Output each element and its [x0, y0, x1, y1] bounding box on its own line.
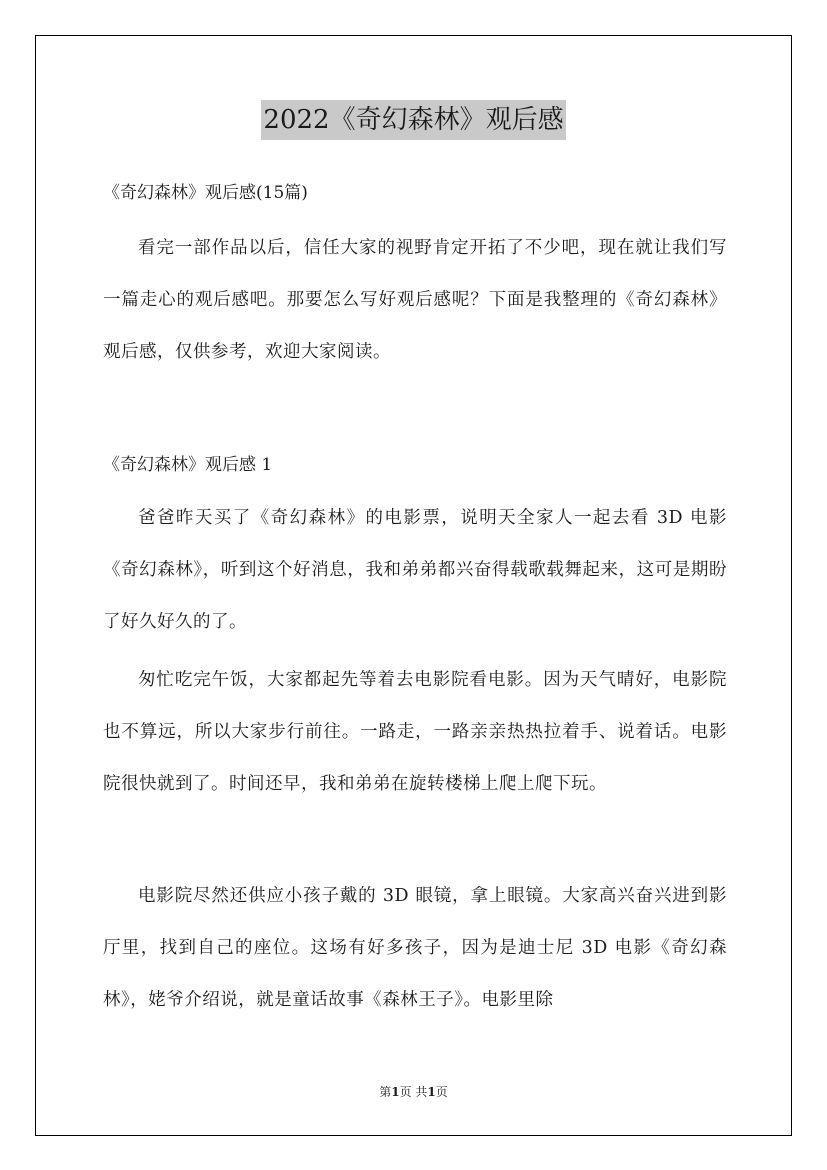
document-title: 2022《奇幻森林》观后感	[261, 100, 565, 140]
document-subtitle: 《奇幻森林》观后感(15篇)	[103, 183, 308, 203]
page-footer	[0, 1084, 827, 1100]
footer-prefix: 第	[379, 1085, 392, 1099]
body-paragraph-1: 爸爸昨天买了《奇幻森林》的电影票，说明天全家人一起去看 3D 电影《奇幻森林》，听到这个好消息，我和弟弟都兴奋得载歌载舞起来，这可是期盼了好久好久的了。	[103, 508, 727, 632]
footer-total-pages: 1	[427, 1085, 436, 1099]
body-paragraph-2: 匆忙吃完午饭，大家都起先等着去电影院看电影。因为天气晴好，电影院也不算远，所以大家步行前往。一路走，一路亲亲热热拉着手、说着话。电影院很快就到了。时间还早，我和弟弟在旋转楼梯上爬上爬下玩。	[103, 670, 727, 794]
footer-mid: 页 共	[399, 1085, 428, 1099]
footer-current-page: 1	[391, 1085, 400, 1099]
body-paragraph-3: 电影院尽然还供应小孩子戴的 3D 眼镜，拿上眼镜。大家高兴奋兴进到影厅里，找到自己的座位。这场有好多孩子，因为是迪士尼 3D 电影《奇幻森林》，姥爷介绍说，就是童话故事《森林王子》。电影里除	[103, 886, 727, 1010]
section-heading: 《奇幻森林》观后感 1	[103, 455, 273, 475]
footer-suffix: 页	[435, 1085, 448, 1099]
intro-paragraph: 看完一部作品以后，信任大家的视野肯定开拓了不少吧，现在就让我们写一篇走心的观后感吧。那要怎么写好观后感呢？下面是我整理的《奇幻森林》观后感，仅供参考，欢迎大家阅读。	[103, 238, 727, 362]
title-container	[0, 100, 827, 140]
